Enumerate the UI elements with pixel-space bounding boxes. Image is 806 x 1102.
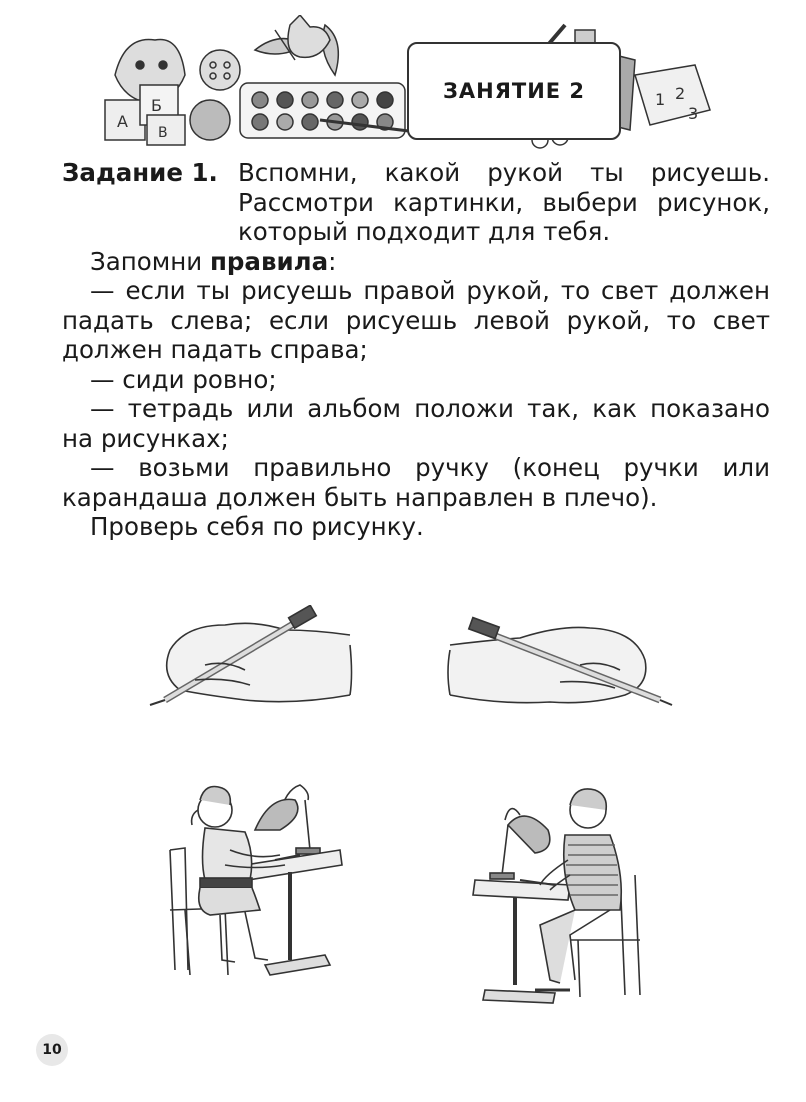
rules-intro [62,247,770,277]
check-instruction: Проверь себя по рисунку. [90,512,424,541]
task-block [62,158,770,247]
rule-item: — сиди ровно; [90,364,277,394]
task-content [62,158,770,542]
right-hand-pen-illustration [145,605,365,720]
svg-text:В: В [158,125,168,141]
rule-item: — тетрадь или альбом положи так, как показано на рисунках; [62,394,770,453]
lesson-title: ЗАНЯТИЕ 2 [442,79,586,103]
task-label: Задание 1. [62,158,218,187]
svg-text:1: 1 [655,90,666,109]
girl-at-desk-illustration [160,770,345,990]
rules-intro-bold: правила [209,246,329,276]
page-number: 10 [36,1034,68,1066]
svg-text:2: 2 [675,84,686,103]
svg-text:Б: Б [151,96,162,115]
lesson-title-box [407,42,621,140]
lesson-header [95,15,735,150]
svg-text:3: 3 [688,104,699,123]
rule-item: — возьми правильно ручку (конец ручки или карандаша должен быть направлен в плечо). [62,453,770,512]
task-text: Вспомни, какой рукой ты рисуешь. Рассмотри картинки, выбери рисунок, который подходит для тебя. [238,158,770,246]
rules-intro-prefix: Запомни [90,246,210,276]
left-hand-pen-illustration [440,610,680,720]
svg-text:А: А [117,112,128,131]
rules-intro-suffix: : [328,246,337,276]
rule-item: — если ты рисуешь правой рукой, то свет должен падать слева; если рисуешь левой рукой, то свет должен падать справа; [62,276,770,364]
boy-at-desk-illustration [460,785,655,1010]
